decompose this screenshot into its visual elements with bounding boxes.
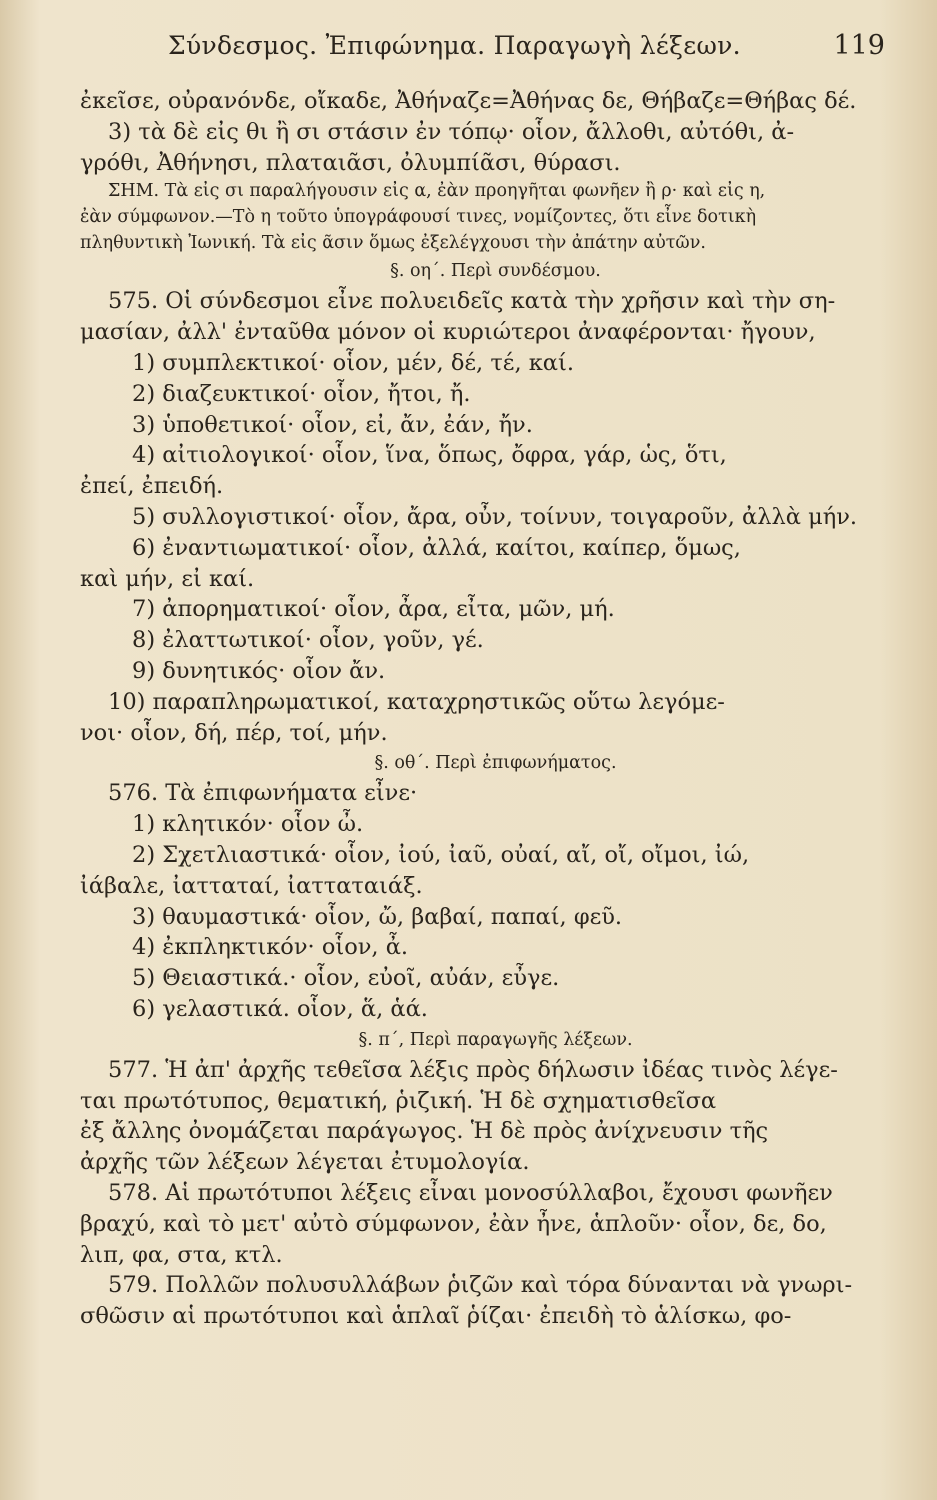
paragraph-line: 577. Ἡ ἀπ' ἀρχῆς τεθεῖσα λέξις πρὸς δήλωσιν ἰδέας τινὸς λέγε- [108,1056,838,1083]
paragraph-line: ἐξ ἄλλης ὀνομάζεται παράγωγος. Ἡ δὲ πρὸς ἀνίχνευσιν τῆς [80,1118,769,1145]
running-head [80,30,891,78]
text-line: γρόθι, Ἀθήνησι, πλαταιᾶσι, ὀλυμπίᾶσι, θύρασι. [80,149,621,176]
text-line: ἐκεῖσε, οὐρανόνδε, οἴκαδε, Ἀθήναζε=Ἀθήνας δε, Θήβαζε=Θήβας δέ. [80,88,857,114]
paragraph-line: μασίαν, ἀλλ' ἐνταῦθα μόνον οἱ κυριώτεροι ἀναφέρονται· ἤγουν, [80,319,816,346]
list-item: 2) Σχετλιαστικά· οἷον, ἰού, ἰαῦ, οὐαί, αἴ, οἴ, οἴμοι, ἰώ, [132,841,750,868]
list-item: 6) ἐναντιωματικοί· οἷον, ἀλλά, καίτοι, καίπερ, ὅμως, [132,534,741,561]
list-item: 6) γελαστικά. οἷον, ἅ, ἁά. [132,995,428,1022]
list-item: 1) συμπλεκτικοί· οἷον, μέν, δέ, τέ, καί. [132,349,574,376]
note-line: ΣΗΜ. Τὰ εἰς σι παραλήγουσιν εἰς α, ἐὰν προηγῆται φωνῆεν ἢ ρ· καὶ εἰς η, [108,181,766,202]
paragraph-line: βραχύ, καὶ τὸ μετ' αὐτὸ σύμφωνον, ἐὰν ἦνε, ἁπλοῦν· οἷον, δε, δο, [80,1210,827,1237]
list-item: 5) συλλογιστικοί· οἷον, ἄρα, οὖν, τοίνυν, τοιγαροῦν, ἀλλὰ μήν. [132,503,858,530]
list-item: 3) ὑποθετικοί· οἷον, εἰ, ἄν, ἐάν, ἤν. [132,411,533,438]
list-item: 3) θαυμαστικά· οἷον, ὤ, βαβαί, παπαί, φεῦ. [132,903,623,930]
paragraph-line: 578. Αἱ πρωτότυποι λέξεις εἶναι μονοσύλλαβοι, ἔχουσι φωνῆεν [108,1179,833,1206]
running-title: Σύνδεσμος. Ἐπιφώνημα. Παραγωγὴ λέξεων. [168,31,741,60]
section-heading: §. οη΄. Περὶ συνδέσμου. [390,261,601,282]
paragraph-line: 579. Πολλῶν πολυσυλλάβων ῥιζῶν καὶ τόρα δύνανται νὰ γνωρι- [108,1272,853,1299]
page-number: 119 [833,30,885,61]
list-item-continuation: καὶ μήν, εἰ καί. [80,565,255,592]
list-item: 1) κλητικόν· οἷον ὦ. [132,811,364,838]
paragraph-line: σθῶσιν αἱ πρωτότυποι καὶ ἁπλαῖ ῥίζαι· ἐπειδὴ τὸ ἁλίσκω, φο- [80,1303,792,1330]
list-item: 4) αἰτιολογικοί· οἷον, ἵνα, ὅπως, ὄφρα, γάρ, ὡς, ὅτι, [132,442,727,469]
list-item: 10) παραπληρωματικοί, καταχρηστικῶς οὕτω λεγόμε- [108,688,725,715]
list-item: 2) διαζευκτικοί· οἷον, ἤτοι, ἤ. [132,380,471,407]
list-item: 5) Θειαστικά.· οἷον, εὐοῖ, αὐάν, εὖγε. [132,965,560,992]
paragraph-line: λιπ, φα, στα, κτλ. [80,1241,283,1268]
list-item: 9) δυνητικός· οἷον ἄν. [132,657,386,684]
list-item: 4) ἐκπληκτικόν· οἷον, ἆ. [132,934,409,961]
text-line: 3) τὰ δὲ εἰς θι ἢ σι στάσιν ἐν τόπῳ· οἷον, ἄλλοθι, αὐτόθι, ἀ- [108,118,795,145]
list-item-continuation: ἰάβαλε, ἰατταταί, ἰατταταιάξ. [80,872,423,899]
paragraph-line: 575. Οἱ σύνδεσμοι εἶνε πολυειδεῖς κατὰ τὴν χρῆσιν καὶ τὴν ση- [108,288,836,315]
section-heading: §. οθ΄. Περὶ ἐπιφωνήματος. [374,753,617,774]
list-item: 7) ἀπορηματικοί· οἷον, ἆρα, εἶτα, μῶν, μή. [132,596,615,623]
paragraph-line: 576. Τὰ ἐπιφωνήματα εἶνε· [108,780,418,807]
list-item-continuation: ἐπεί, ἐπειδή. [80,473,224,500]
list-item: 8) ἐλαττωτικοί· οἷον, γοῦν, γέ. [132,627,484,654]
note-line: πληθυντικὴ Ἰωνική. Τὰ εἰς ᾶσιν ὅμως ἐξελέγχουσι τὴν ἀπάτην αὐτῶν. [80,233,706,254]
section-heading: §. π΄, Περὶ παραγωγῆς λέξεων. [358,1029,633,1050]
paragraph-line: ἀρχῆς τῶν λέξεων λέγεται ἐτυμολογία. [80,1149,530,1176]
paragraph-line: ται πρωτότυπος, θεματική, ῥιζική. Ἡ δὲ σχηματισθεῖσα [80,1087,717,1114]
list-item-continuation: νοι· οἷον, δή, πέρ, τοί, μήν. [80,719,388,746]
note-line: ἐὰν σύμφωνον.—Τὸ η τοῦτο ὑπογράφουσί τινες, νομίζοντες, ὅτι εἶνε δοτικὴ [80,207,757,228]
